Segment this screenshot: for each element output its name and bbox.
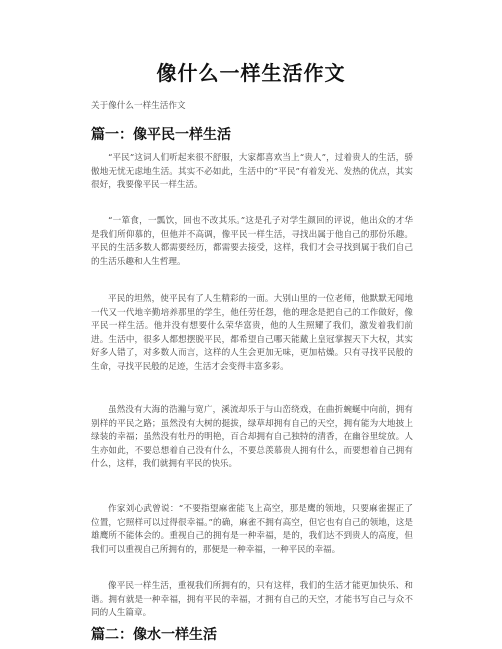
section-heading-2: 篇二：像水一样生活 <box>91 627 217 643</box>
document-title: 像什么一样生活作文 <box>156 61 346 85</box>
paragraph: 像平民一样生活，重视我们所拥有的，只有这样，我们的生活才能更加快乐、和谐。拥有就是一种幸福，拥有平民的幸福，才拥有自己的天空，才能书写自己与众不同的人生篇章。 <box>91 581 413 619</box>
document-subtitle: 关于像什么一样生活作文 <box>91 101 186 111</box>
paragraph: “一箪食，一瓢饮，回也不改其乐。”这是孔子对学生颜回的评说，他出众的才华是我们所仰慕的，但他并不高调，像平民一样生活，寻找出属于他自己的那份乐趣。平民的生活多数人都需要经历，都需要去接受，这样，我们才会寻找到属于我们自己的生活乐趣和人生哲理。 <box>91 216 413 267</box>
paragraph: 作家刘心武曾说：“不要指望麻雀能飞上高空，那是鹰的领地，只要麻雀握正了位置，它照样可以过得很幸福。”的确，麻雀不拥有高空，但它也有自己的领地，这是雄鹰所不能体会的。重视自己的拥有是一种幸福，是的，我们达不到贵人的高度，但我们可以重视自己所拥有的，那便是一种幸福，一种平民的幸福。 <box>91 504 413 555</box>
paragraph: “平民”这词人们听起来很不舒服，大家都喜欢当上“贵人”，过着贵人的生活，骄傲地无忧无虑地生活。其实不必如此，生活中的“平民”有着发光、发热的优点，其实很好，我要像平民一样生活。 <box>91 153 413 191</box>
paragraph: 平民的坦然，使平民有了人生精彩的一面。大别山里的一位老师，他默默无闻地一代又一代地辛勤培养那里的学生，他任劳任怨，他的理念是把自己的工作做好，像平民一样生活。他并没有想要什么荣华富贵，他的人生照耀了我们，激发着我们前进。生活中，很多人都想摆脱平民，都希望自己哪天能戴上皇冠掌握天下大权，其实好多人错了，对多数人而言，这样的人生会更加无味，更加枯燥。只有寻找平民般的生命，寻找平民般的足迹，生活才会变得丰富多彩。 <box>91 294 413 372</box>
paragraph: 虽然没有大海的浩瀚与宽广，溪流却乐于与山峦绕戏，在曲折蜿蜒中向前，拥有别样的平民之路；虽然没有大树的挺拔，绿草却拥有自己的天空，拥有能为大地披上绿装的幸福；虽然没有牡丹的明艳，百合却拥有自己独特的清香，在幽谷里绽放。人生亦如此，不要总想着自己没有什么，不要总羡慕贵人拥有什么，而要想着自己拥有什么，这样，我们就拥有平民的快乐。 <box>91 405 413 470</box>
section-heading-1: 篇一：像平民一样生活 <box>91 127 231 143</box>
